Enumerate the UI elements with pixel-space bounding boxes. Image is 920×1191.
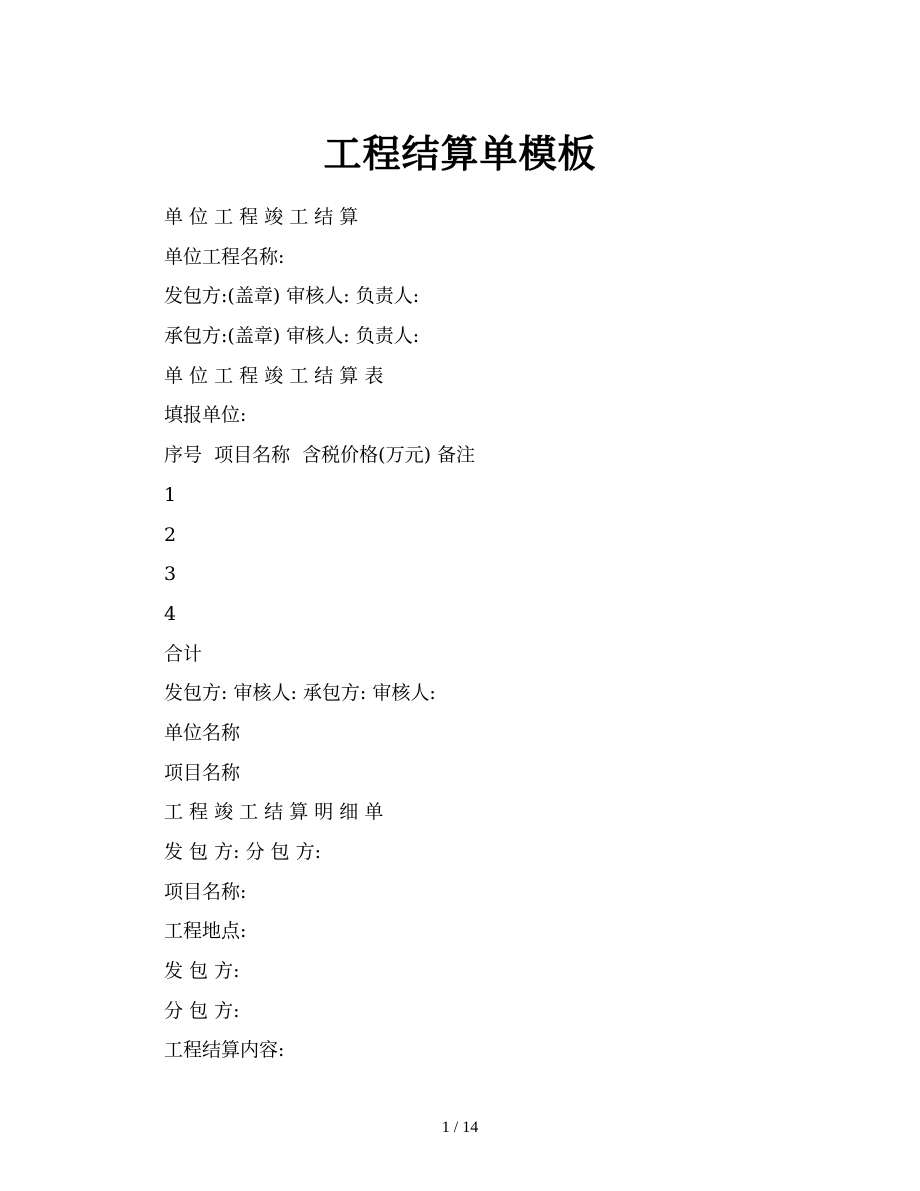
body-line: 工程地点: xyxy=(164,920,247,943)
page-number: 1 / 14 xyxy=(441,1119,479,1136)
body-line: 工 程 竣 工 结 算 明 细 单 xyxy=(164,801,384,824)
body-line: 单 位 工 程 竣 工 结 算 xyxy=(164,206,359,228)
table-row-number: 3 xyxy=(164,563,177,586)
document-body xyxy=(164,198,864,1071)
body-line: 分 包 方: xyxy=(164,999,240,1022)
total-line: 合计 xyxy=(164,642,203,665)
body-line: 发包方: 审核人: 承包方: 审核人: xyxy=(164,682,436,705)
body-line: 单位工程名称: xyxy=(164,245,285,268)
table-row-number: 2 xyxy=(164,523,177,546)
table-row-number: 1 xyxy=(164,483,177,506)
table-header-line: 序号 项目名称 含税价格(万元) 备注 xyxy=(164,444,476,467)
body-line: 发 包 方: xyxy=(164,960,240,983)
body-line: 发 包 方: 分 包 方: xyxy=(164,841,322,863)
body-line: 项目名称 xyxy=(164,761,241,784)
body-line: 单 位 工 程 竣 工 结 算 表 xyxy=(164,364,384,387)
body-line: 承包方:(盖章) 审核人: 负责人: xyxy=(164,325,420,348)
body-line: 单位名称 xyxy=(164,721,241,744)
body-line: 填报单位: xyxy=(164,404,247,427)
body-line: 工程结算内容: xyxy=(164,1039,285,1062)
table-row-number: 4 xyxy=(164,602,177,625)
body-line: 项目名称: xyxy=(164,880,247,903)
document-title: 工程结算单模板 xyxy=(323,131,597,176)
body-line: 发包方:(盖章) 审核人: 负责人: xyxy=(164,285,420,308)
